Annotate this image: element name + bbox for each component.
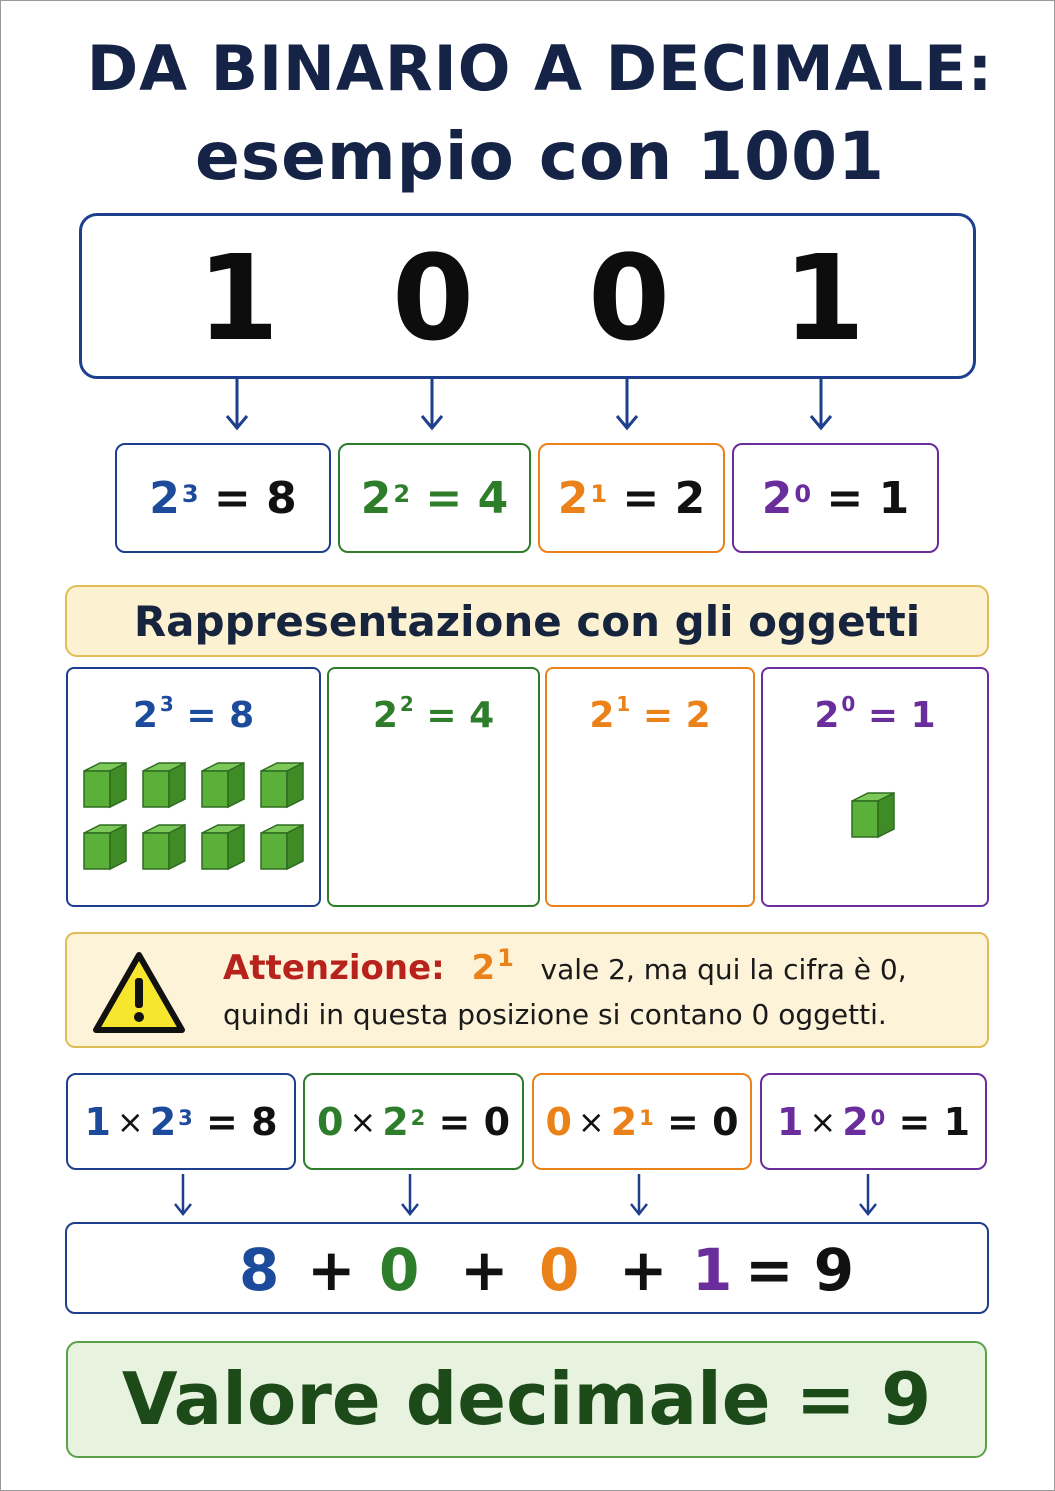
objects-section-title: Rappresentazione con gli oggetti [65, 585, 989, 657]
sum-plus: + [460, 1236, 509, 1304]
object-box-2-3 [66, 667, 321, 907]
power-box-2-2 [338, 443, 531, 553]
power-base: 2 [149, 472, 180, 524]
power-base: 2 [761, 472, 793, 524]
title-line-1: DA BINARIO A DECIMALE: [86, 32, 994, 105]
product-box-4: 1 × 2 0 = 1 [760, 1073, 987, 1170]
warning-triangle-icon [91, 950, 187, 1036]
cube-icon [80, 821, 130, 873]
sum-term: 8 [239, 1236, 280, 1304]
object-box-label: 2 $^3$ = 8 [132, 692, 255, 736]
product-box-2: 0 × 2 2 = 0 [303, 1073, 524, 1170]
sum-term: 1 [692, 1236, 733, 1304]
object-box-2-1 [545, 667, 755, 907]
object-box-2-0 [761, 667, 989, 907]
cube-icon [257, 759, 307, 811]
sum-result: = 9 [745, 1236, 855, 1304]
power-box-2-3 [115, 443, 331, 553]
power-exponent: 2 [393, 480, 411, 508]
sum-plus: + [307, 1236, 356, 1304]
power-base: 2 [360, 472, 392, 524]
power-exponent: 1 [590, 480, 608, 508]
power-box-2-1 [538, 443, 725, 553]
cube-icon [848, 789, 898, 841]
binary-digit: 1 [782, 229, 866, 367]
power-value: = 4 [425, 472, 509, 524]
binary-digit: 1 [196, 229, 280, 367]
warning-box [65, 932, 989, 1048]
binary-digit: 0 [391, 229, 475, 367]
warning-text-line-2: quindi in questa posizione si contano 0 oggetti. [223, 998, 887, 1031]
digit-arrows [0, 376, 1055, 436]
cube-icon [139, 759, 189, 811]
power-exponent: 0 [794, 480, 812, 508]
object-box-label: 2 $^1$ = 2 [589, 692, 711, 736]
product-box-3: 0 × 2 1 = 0 [532, 1073, 752, 1170]
sum-term: 0 [379, 1236, 420, 1304]
sum-plus: + [619, 1236, 668, 1304]
warning-text-line-1: Attenzione: 21 vale 2, ma qui la cifra è 0, [223, 944, 907, 988]
object-box-label: 2 $^2$ = 4 [372, 692, 495, 736]
cube-icon [139, 821, 189, 873]
product-arrows [0, 1172, 1055, 1218]
power-box-2-0 [732, 443, 939, 553]
power-exponent: 3 [181, 480, 199, 508]
binary-digit: 0 [587, 229, 671, 367]
object-box-2-2 [327, 667, 540, 907]
sum-term: 0 [539, 1236, 580, 1304]
cube-icon [198, 821, 248, 873]
cube-icon [198, 759, 248, 811]
power-base: 2 [557, 472, 589, 524]
final-result: Valore decimale = 9 [66, 1341, 987, 1458]
warning-label: Attenzione: [223, 948, 445, 988]
object-box-label: 2 $^0$ = 1 [814, 692, 936, 736]
cube-icon [80, 759, 130, 811]
product-box-1: 1 × 2 3 = 8 [66, 1073, 296, 1170]
binary-number-box [79, 213, 976, 379]
sum-box [65, 1222, 989, 1314]
title-line-2: esempio con 1001 [195, 118, 885, 195]
power-value: = 2 [622, 472, 706, 524]
power-value: = 1 [826, 472, 910, 524]
cube-icon [257, 821, 307, 873]
power-value: = 8 [213, 472, 297, 524]
